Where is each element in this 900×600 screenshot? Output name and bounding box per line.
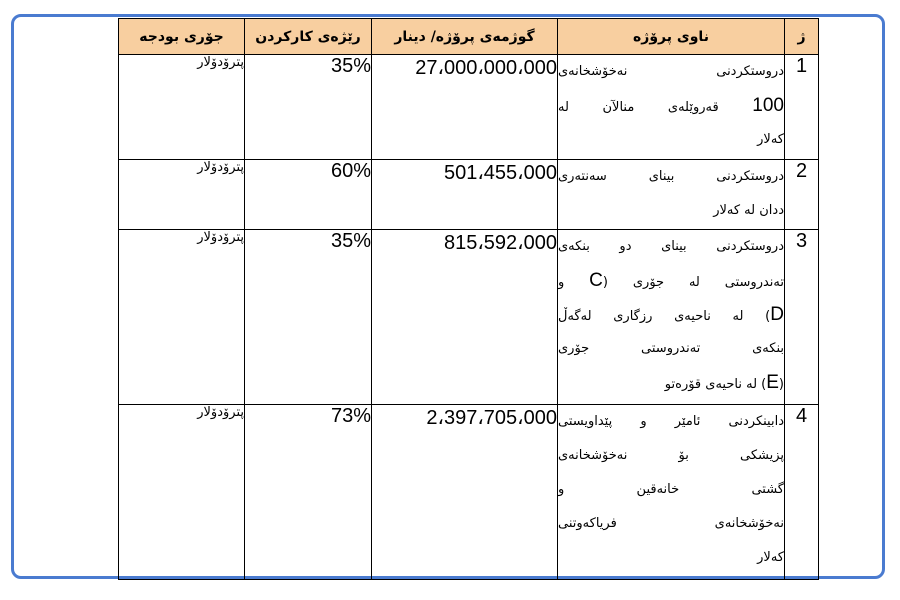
- project-name-line: نەخۆشخانەی فریاکەوتنی: [558, 516, 784, 531]
- project-name-cell: [558, 230, 785, 405]
- header-project-cost: گوژمەی پرۆژە/ دینار: [372, 19, 558, 55]
- project-name-line: ددان لە کەلار: [713, 203, 784, 218]
- projects-table: [118, 18, 819, 580]
- project-name-line: D) لە ناحیەی رزگاری لەگەڵ: [558, 304, 784, 325]
- header-budget-type: جۆری بودجە: [119, 19, 245, 55]
- budget-type: پترۆدۆلار: [119, 405, 245, 580]
- header-number: ژ: [785, 19, 819, 55]
- row-number: 2: [785, 160, 819, 230]
- project-name-line: کەلار: [757, 132, 784, 147]
- table-header-row: [119, 19, 819, 55]
- project-name-line: تەندروستی لە جۆری (C و: [558, 270, 784, 291]
- table-body: [119, 55, 819, 580]
- project-name-line: 100 قەروێلەی منالآن لە: [558, 95, 784, 116]
- work-rate: 35%: [245, 55, 372, 160]
- budget-type: پترۆدۆلار: [119, 55, 245, 160]
- budget-type: پترۆدۆلار: [119, 160, 245, 230]
- project-name-line: بنکەی تەندروستی جۆری: [558, 341, 784, 356]
- project-cost: 501،455،000: [372, 160, 558, 230]
- project-name-line: پزیشکی بۆ نەخۆشخانەی: [558, 448, 784, 463]
- project-name-line: کەلار: [757, 550, 784, 565]
- row-number: 3: [785, 230, 819, 405]
- project-cost: 815،592،000: [372, 230, 558, 405]
- project-name-line: گشتی خانەقین و: [558, 482, 784, 497]
- project-name-cell: [558, 55, 785, 160]
- work-rate: 60%: [245, 160, 372, 230]
- table-row: [119, 160, 819, 230]
- project-name-line: دروستکردنی بینای سەنتەری: [558, 169, 784, 184]
- project-cost: 27،000،000،000: [372, 55, 558, 160]
- project-name-line: (E) لە ناحیەی قۆرەتو: [664, 372, 784, 393]
- project-cost: 2،397،705،000: [372, 405, 558, 580]
- work-rate: 73%: [245, 405, 372, 580]
- header-project-name: ناوی پرۆژە: [558, 19, 785, 55]
- work-rate: 35%: [245, 230, 372, 405]
- project-name-cell: [558, 405, 785, 580]
- project-name-cell: [558, 160, 785, 230]
- project-name-line: دروستکردنی نەخۆشخانەی: [558, 64, 784, 79]
- header-work-rate: رێژەی کارکردن: [245, 19, 372, 55]
- table-row: [119, 405, 819, 580]
- project-name-line: دروستکردنی بینای دو بنکەی: [558, 239, 784, 254]
- row-number: 4: [785, 405, 819, 580]
- budget-type: پترۆدۆلار: [119, 230, 245, 405]
- row-number: 1: [785, 55, 819, 160]
- project-name-line: دابینکردنی ئامێر و پێداویستی: [558, 414, 784, 429]
- table-row: [119, 55, 819, 160]
- table-row: [119, 230, 819, 405]
